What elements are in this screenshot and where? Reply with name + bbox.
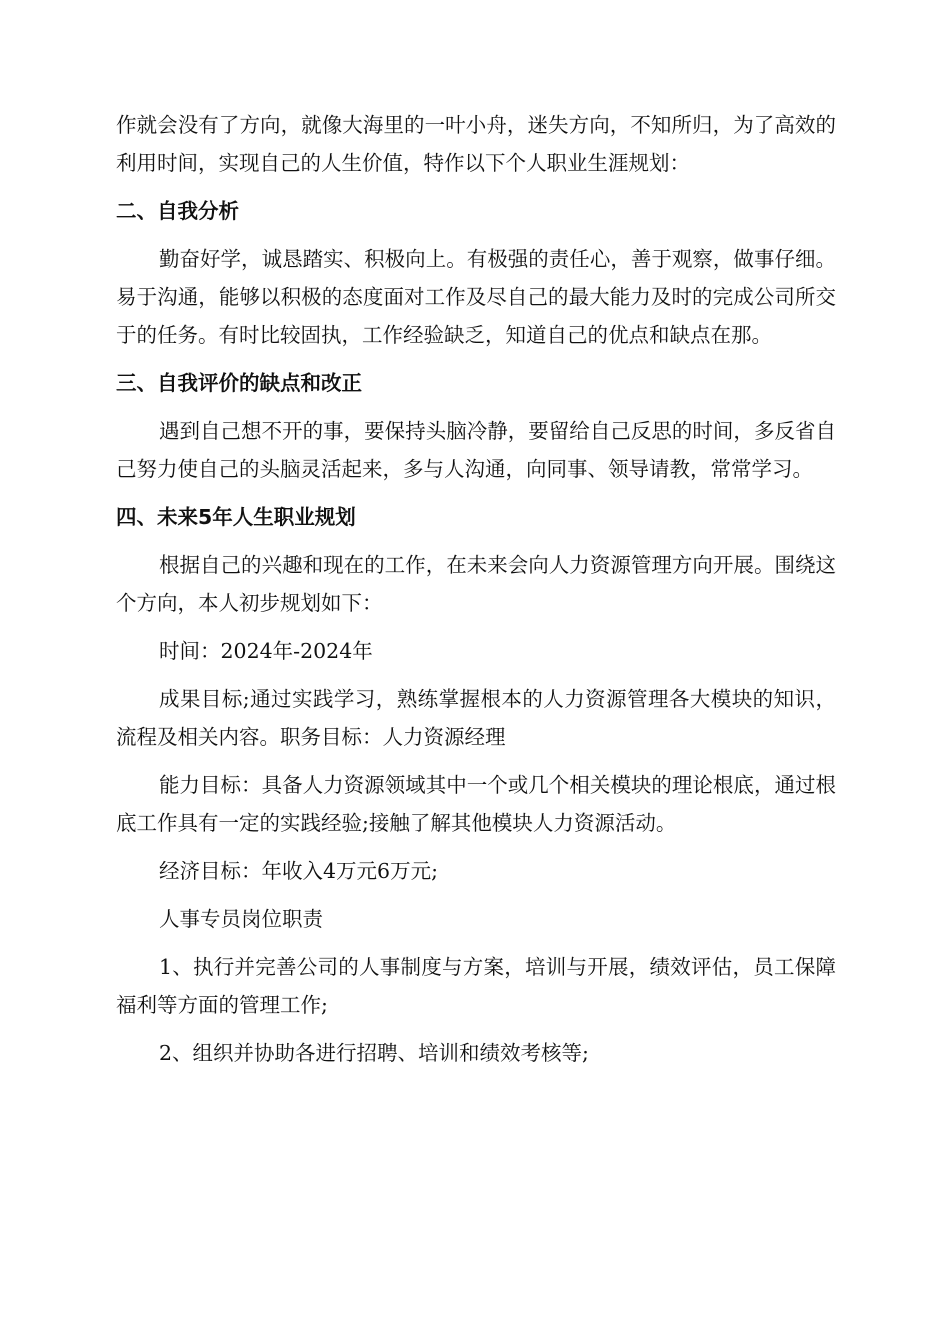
economic-goal-paragraph: 经济目标：年收入4万元6万元; [159,859,438,883]
self-evaluation-paragraph: 遇到自己想不开的事，要保持头脑冷静，要留给自己反思的时间，多反省自己努力使自己的头脑灵活起来，多与人沟通，向同事、领导请教，常常学习。 [116,419,836,481]
section-heading-career-plan: 四、未来5年人生职业规划 [116,505,356,529]
duties-title-paragraph: 人事专员岗位职责 [159,907,323,931]
duty-item-1: 1、执行并完善公司的人事制度与方案，培训与开展，绩效评估，员工保障福利等方面的管理工作; [116,955,836,1017]
document-page [116,106,836,1082]
plan-time-paragraph: 时间：2024年-2024年 [159,639,373,663]
plan-intro-paragraph: 根据自己的兴趣和现在的工作，在未来会向人力资源管理方向开展。围绕这个方向，本人初步规划如下： [116,553,836,615]
result-goal-paragraph: 成果目标;通过实践学习，熟练掌握根本的人力资源管理各大模块的知识，流程及相关内容。职务目标：人力资源经理 [116,687,836,749]
ability-goal-paragraph: 能力目标：具备人力资源领域其中一个或几个相关模块的理论根底，通过根底工作具有一定的实践经验;接触了解其他模块人力资源活动。 [116,773,836,835]
intro-paragraph: 作就会没有了方向，就像大海里的一叶小舟，迷失方向，不知所归，为了高效的利用时间，实现自己的人生价值，特作以下个人职业生涯规划： [116,113,836,175]
self-analysis-paragraph: 勤奋好学，诚恳踏实、积极向上。有极强的责任心，善于观察，做事仔细。易于沟通，能够以积极的态度面对工作及尽自己的最大能力及时的完成公司所交于的任务。有时比较固执，工作经验缺乏，知道自己的优点和缺点在那。 [116,247,836,347]
section-heading-self-analysis: 二、自我分析 [116,199,239,223]
duty-item-2: 2、组织并协助各进行招聘、培训和绩效考核等; [159,1041,589,1065]
section-heading-self-evaluation: 三、自我评价的缺点和改正 [116,371,362,395]
